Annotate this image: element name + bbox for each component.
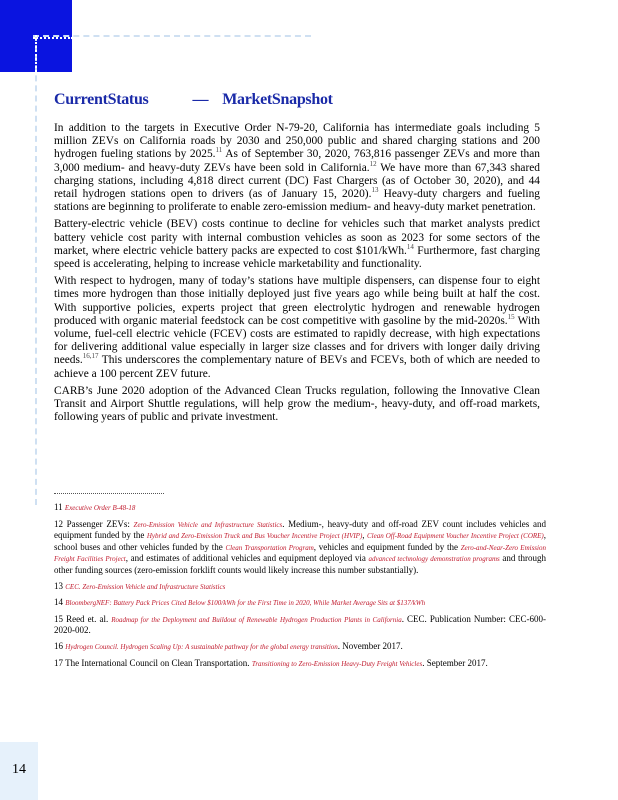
footnote-17	[54, 658, 546, 670]
footnote-12-text-c: ,	[362, 530, 368, 541]
heading-right: MarketSnapshot	[222, 91, 333, 108]
footnote-14-link[interactable]: Battery Pack Prices Cited Below $100/kWh for the First Time in 2020, While Market Average Sits at $137/kWh	[111, 599, 426, 608]
footnote-16-text-b: . November 2017.	[337, 640, 403, 651]
footnote-13	[54, 581, 546, 593]
footnote-12-text-f: , and estimates of additional vehicles and equipment deployed via	[125, 553, 369, 564]
dashed-guide-horizontal	[33, 35, 311, 37]
footnote-16	[54, 641, 546, 653]
footnote-12-text-a: 12 Passenger ZEVs:	[54, 518, 134, 529]
footnote-ref-16-17[interactable]: 16,17	[82, 352, 99, 361]
paragraph-3	[54, 275, 540, 381]
footnote-15	[54, 614, 546, 636]
section-heading	[54, 91, 333, 109]
footnote-12-link-6[interactable]: advanced technology demonstration programs	[368, 555, 500, 564]
footnote-12-text-d: , school buses and other vehicles funded by the	[54, 530, 547, 552]
footnote-13-number: 13	[54, 580, 66, 591]
footnote-12	[54, 519, 546, 576]
para2-text-1: Battery-electric vehicle (BEV) costs continue to decline for vehicles such that market analysts predict battery vehicle cost parity with internal combustion vehicles as soon as 2023 for some sectors of the market, where electric vehicle battery packs are expected to cost $101/kWh.	[54, 218, 540, 257]
footnote-ref-14[interactable]: 14	[406, 243, 414, 252]
footnote-17-text-a: 17 The International Council on Clean Transportation.	[54, 657, 252, 668]
footnote-12-text-e: , vehicles and equipment funded by the	[313, 541, 461, 552]
footnote-ref-13[interactable]: 13	[371, 186, 379, 195]
footnote-11-number: 11	[54, 502, 63, 512]
heading-left: CurrentStatus	[54, 91, 149, 108]
footnote-15-link[interactable]: Roadmap for the Deployment and Buildout of Renewable Hydrogen Production Plants in California	[111, 615, 402, 624]
body-text	[54, 122, 540, 428]
para1-text-4: Heavy-duty chargers and fueling stations are beginning to proliferate to enable zero-emission medium- and heavy-duty market penetration.	[54, 188, 540, 214]
para2-text-2: Furthermore, fast charging speed is accelerating, helping to increase vehicle marketability and functionality.	[54, 244, 540, 271]
footnote-12-link-5[interactable]: Zero-and-Near-Zero Emission Freight Facilities Project	[54, 543, 546, 564]
footnote-12-link-4[interactable]: Clean Transportation Program	[225, 543, 314, 552]
footnote-17-link[interactable]: Transitioning to Zero-Emission Heavy-Duty Freight Vehicles	[251, 659, 423, 668]
dashed-guide-accent	[33, 37, 73, 39]
footnote-12-link-2[interactable]: Hybrid and Zero-Emission Truck and Bus Voucher Incentive Project (HVIP)	[146, 532, 363, 541]
footnote-12-link-3[interactable]: Clean Off-Road Equipment Voucher Incentive Project (CORE)	[367, 532, 544, 541]
heading-separator: —	[192, 91, 209, 108]
footnote-15-text-a: 15 Reed et. al.	[54, 613, 112, 624]
footnote-11	[54, 502, 546, 514]
footnote-12-link-1[interactable]: Zero-Emission Vehicle and Infrastructure Statistics	[133, 520, 283, 529]
para4-text-1: CARB’s June 2020 adoption of the Advanced Clean Trucks regulation, following the Innovative Clean Transit and Airport Shuttle regulations, will help grow the medium-, heavy-duty, and off-road markets, following years of public and private investment.	[54, 384, 540, 424]
page-number: 14	[12, 762, 26, 777]
footnote-12-text-g: and through other funding sources (zero-emission forklift counts would likely increase this number substantially).	[54, 553, 546, 575]
para1-text-1: In addition to the targets in Executive Order N-79-20, California has intermediate goals including 5 million ZEVs on California roads by 2030 and 250,000 public and shared charging stations and 200 hydrogen fueling stations by 2025.	[54, 122, 540, 161]
paragraph-2	[54, 218, 540, 271]
para1-text-3: We have more than 67,343 shared charging stations, including 4,818 direct current (DC) Fast Chargers (as of October 30, 2020), and 44 retail hydrogen stations open to drivers (as of January 15, 2020).	[54, 161, 541, 201]
footnote-11-link[interactable]: Executive Order B-48-18	[64, 504, 136, 512]
footnote-16-link[interactable]: Hydrogen Council. Hydrogen Scaling Up: A sustainable pathway for the global energy transition	[65, 642, 338, 651]
footnote-13-link[interactable]: CEC. Zero-Emission Vehicle and Infrastructure Statistics	[65, 582, 226, 591]
footnote-14	[54, 597, 546, 609]
dashed-guide-accent-vertical	[35, 35, 37, 72]
footnote-17-text-b: . September 2017.	[422, 657, 488, 668]
dashed-guide-vertical	[35, 35, 37, 505]
paragraph-1	[54, 122, 540, 214]
footnote-ref-12[interactable]: 12	[369, 159, 377, 168]
footnote-ref-11[interactable]: 11	[215, 146, 223, 155]
para3-text-2: With volume, fuel-cell electric vehicle (FCEV) costs are estimated to rapidly decrease, with high expectations for delivering additional value especially in larger size classes and for drivers with longer daily driving needs.	[54, 314, 540, 367]
footnote-ref-15[interactable]: 15	[507, 313, 515, 322]
footnote-divider	[54, 493, 164, 494]
para3-text-3: This underscores the complementary nature of BEVs and FCEVs, both of which are needed to achieve a 100 percent ZEV future.	[54, 354, 540, 380]
footnotes	[54, 502, 546, 674]
footnote-14-number: 14	[54, 597, 66, 608]
paragraph-4	[54, 385, 540, 425]
footnote-12-text-b: . Medium-, heavy-duty and off-road ZEV count includes vehicles and equipment funded by the	[54, 518, 546, 541]
footnote-16-text-a: 16	[54, 640, 66, 651]
para1-text-2: As of September 30, 2020, 763,816 passenger ZEVs and more than 3,000 medium- and heavy-duty ZEVs have been sold in California.	[54, 148, 540, 174]
footnote-15-text-b: . CEC. Publication Number: CEC-600-2020-002.	[54, 613, 546, 636]
footnote-14-source[interactable]: BloombergNEF:	[65, 599, 112, 608]
para3-text-1: With respect to hydrogen, many of today’s stations have multiple dispensers, can dispense four to eight times more hydrogen than those initially deployed just five years ago while being built at half the cost. With supportive policies, experts project that green electrolytic hydrogen and renewable hydrogen produced with organic material feedstock can be cost competitive with gasoline by the mid-2020s.	[54, 275, 540, 327]
